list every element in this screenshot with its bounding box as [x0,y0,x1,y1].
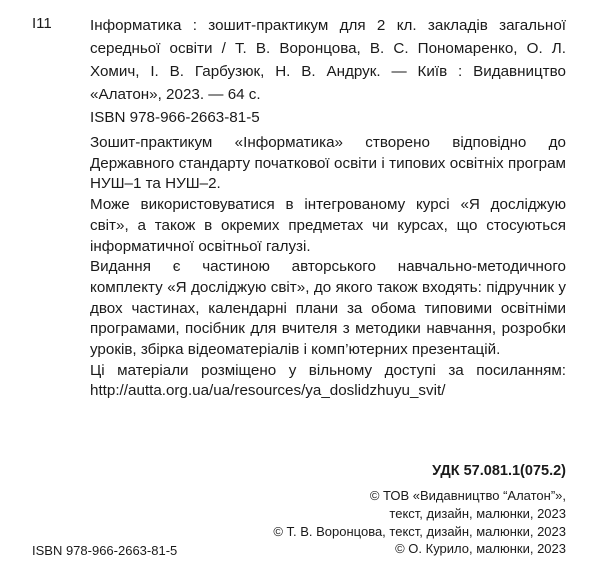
copyright-line: текст, дизайн, малюнки, 2023 [389,505,566,521]
isbn-bottom: ISBN 978-966-2663-81-5 [32,543,178,558]
bibliographic-description: Інформатика : зошит-практикум для 2 кл. закладів загальної середньої освіти / Т. В. Воронцова, В. С. Пономаренко, О. Л. Хомич, І. В. Гарбузюк, Н. В. Андрук. — Київ : Видавництво «Алатон», 2023. — 64 с. [90,17,566,103]
annotation-paragraph-link: Ці матеріали розміщено у вільному доступі за посиланням: http://autta.org.ua/ua/resources/ya_doslidzhuyu_svit/ [90,361,566,400]
copyright-line: © О. Курило, малюнки, 2023 [395,541,566,557]
annotation-paragraph: Зошит-практикум «Інформатика» створено відповідно до Державного стандарту початкової освіти і типових освітніх програм НУШ–1 та НУШ–2. [90,134,566,193]
annotation-paragraph: Може використовуватися в інтегрованому курсі «Я досліджую світ», а також в окремих предметах чи курсах, що стосуються інформатичної освітньої галузі. [90,196,566,255]
copyright-line: © Т. В. Воронцова, текст, дизайн, малюнки, 2023 [273,523,566,539]
catalog-code: І11 [32,15,52,32]
udk-code: УДК 57.081.1(075.2) [432,463,566,479]
copyright-block [246,487,566,558]
annotation-paragraph: Видання є частиною авторського навчально-методичного комплекту «Я досліджую світ», до якого також входять: підручник у двох частинах, календарні плани за обома типовими освітніми програмами, посібник для вчителя з методики навчання, розробки уроків, збірка відеоматеріалів і комп’ютерних презентацій. [90,258,566,359]
bibliographic-entry [90,14,566,129]
bibliographic-isbn: ISBN 978-966-2663-81-5 [90,109,260,126]
annotation [90,133,566,402]
copyright-line: © ТОВ «Видавництво “Алатон”», [369,488,566,503]
